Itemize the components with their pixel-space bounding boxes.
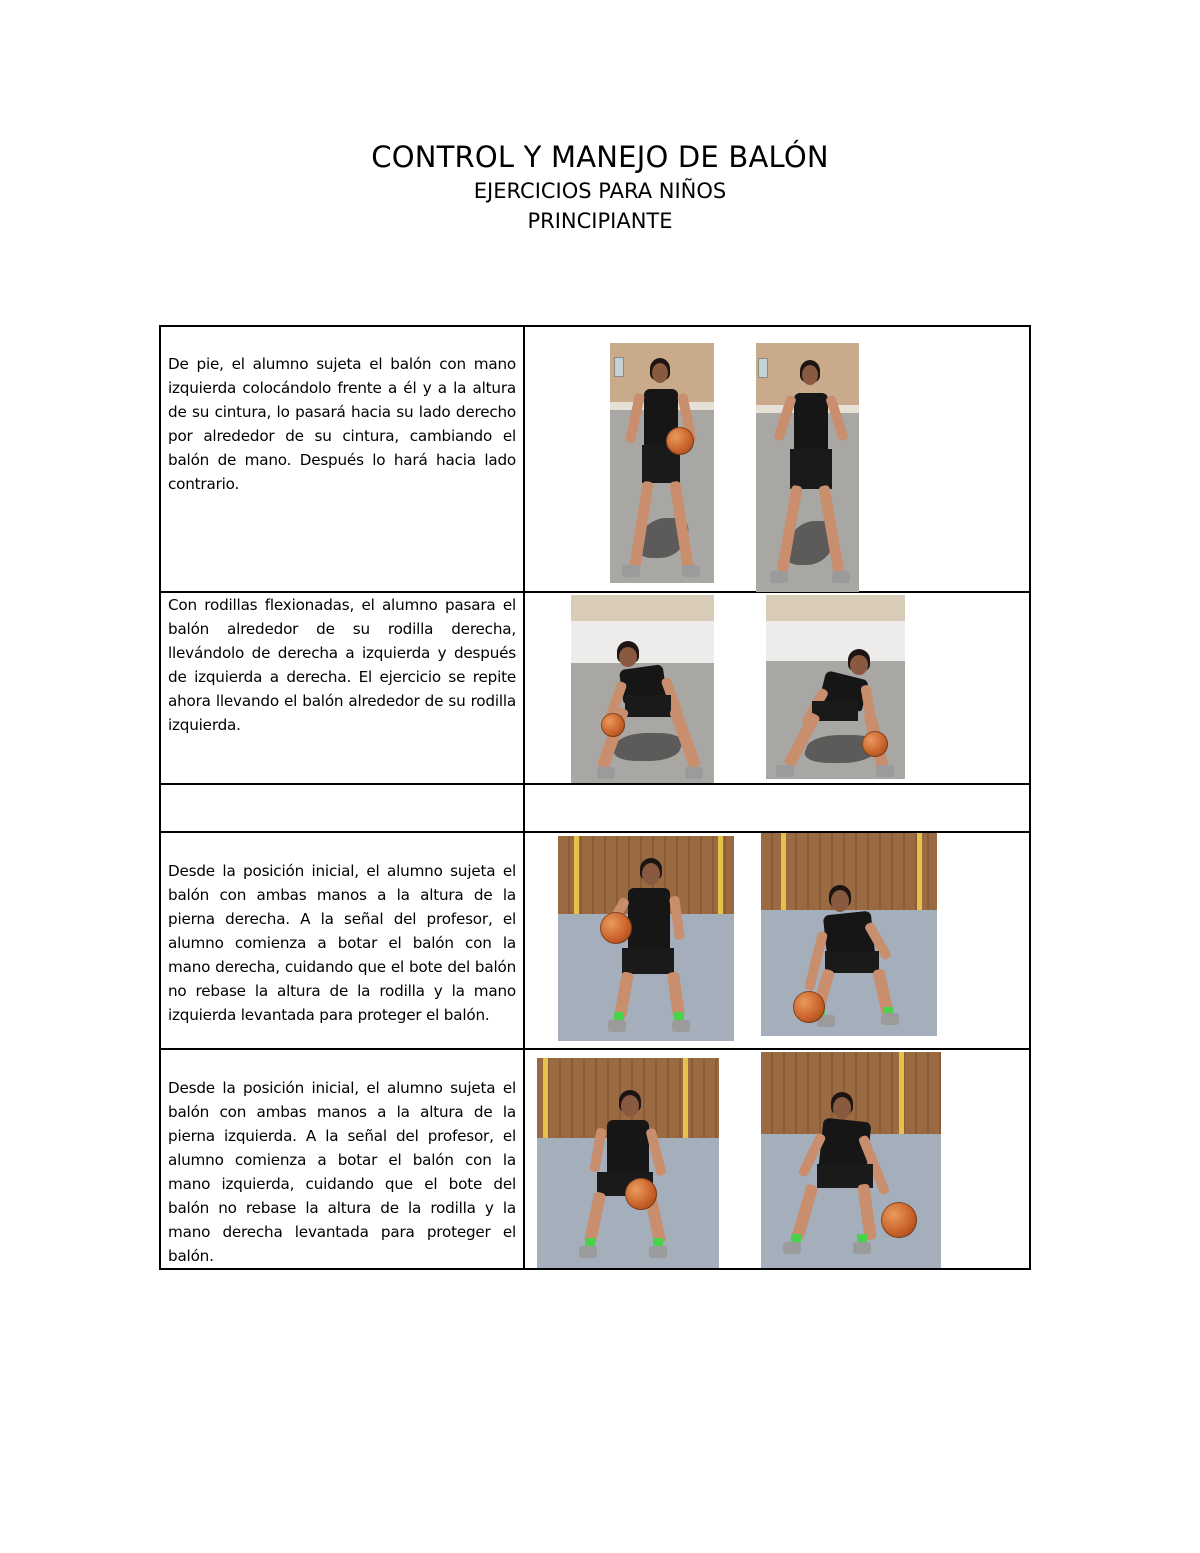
exercise-photo	[558, 836, 734, 1041]
exercise-photo	[610, 343, 714, 583]
exercise-photos-cell	[524, 592, 1030, 784]
exercise-description: De pie, el alumno sujeta el balón con mano izquierda colocándolo frente a él y a la altura de su cintura, lo pasará hacia su lado derecho por alrededor de su cintura, cambiando el balón de mano. Después lo hará hacia lado contrario.	[168, 355, 516, 493]
document-title: CONTROL Y MANEJO DE BALÓN	[371, 140, 829, 174]
exercise-photo	[571, 595, 714, 783]
exercise-photo	[756, 343, 859, 592]
exercise-description-cell	[160, 1049, 524, 1269]
exercise-description-cell	[160, 592, 524, 784]
exercise-description: Desde la posición inicial, el alumno sujeta el balón con ambas manos a la altura de la pierna derecha. A la señal del profesor, el alumno comienza a botar el balón con la mano derecha, cuidando que el bote del balón no rebase la altura de la rodilla y la mano izquierda levantada para proteger el balón.	[168, 862, 516, 1024]
exercise-row	[160, 326, 1030, 592]
document-subtitle: EJERCICIOS PARA NIÑOS	[473, 179, 727, 203]
exercise-row	[160, 1049, 1030, 1269]
exercise-photo	[761, 833, 937, 1036]
exercise-description: Con rodillas flexionadas, el alumno pasara el balón alrededor de su rodilla derecha, llevándolo de derecha a izquierda y después de izquierda a derecha. El ejercicio se repite ahora llevando el balón alrededor de su rodilla izquierda.	[168, 596, 516, 734]
exercise-photos-cell	[524, 784, 1030, 832]
exercise-row	[160, 784, 1030, 832]
document-level: PRINCIPIANTE	[527, 209, 673, 233]
exercise-photo	[766, 595, 905, 779]
exercises-table	[159, 325, 1031, 1270]
exercise-description-cell	[160, 326, 524, 592]
exercise-row	[160, 832, 1030, 1049]
exercise-description-cell	[160, 784, 524, 832]
exercise-photos-cell	[524, 326, 1030, 592]
exercise-description: Desde la posición inicial, el alumno sujeta el balón con ambas manos a la altura de la pierna izquierda. A la señal del profesor, el alumno comienza a botar el balón con la mano izquierda, cuidando que el bote del balón no rebase la altura de la rodilla y la mano derecha levantada para proteger el balón.	[168, 1079, 516, 1265]
exercise-row	[160, 592, 1030, 784]
exercise-description-cell	[160, 832, 524, 1049]
exercise-photo	[761, 1052, 941, 1268]
exercise-photos-cell	[524, 1049, 1030, 1269]
document-header	[0, 138, 1200, 236]
exercise-photo	[537, 1058, 719, 1268]
exercise-photos-cell	[524, 832, 1030, 1049]
